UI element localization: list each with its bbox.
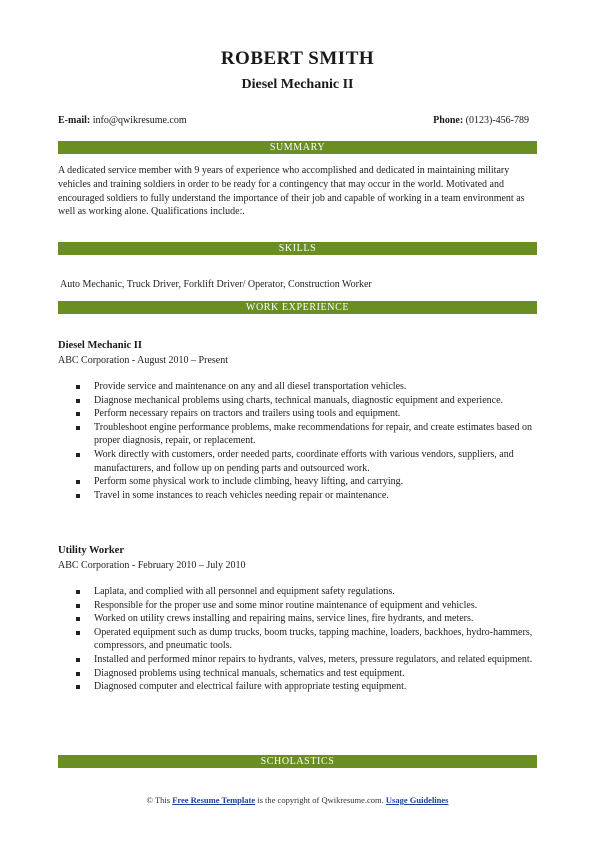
skills-text: Auto Mechanic, Truck Driver, Forklift Driver/ Operator, Construction Worker xyxy=(60,279,372,290)
bullet-icon xyxy=(76,658,80,662)
list-item: Responsible for the proper use and some minor routine maintenance of equipment and vehicles. xyxy=(58,599,538,613)
email-value[interactable]: info@qwikresume.com xyxy=(92,115,187,126)
free-resume-template-link[interactable]: Free Resume Template xyxy=(172,795,256,805)
footer-middle: is the copyright of Qwikresume.com. xyxy=(257,795,384,805)
job-meta: ABC Corporation - February 2010 – July 2010 xyxy=(58,560,246,571)
list-item: Travel in some instances to reach vehicles needing repair or maintenance. xyxy=(58,489,538,503)
email-line xyxy=(58,115,187,126)
summary-text: A dedicated service member with 9 years of experience who accomplished and dedicated in maintaining military vehicles and training soldiers in order to be ready for a contingency that may occur in the world. Motivated and encouraged soldiers to fully understand the importance of their job and capable of working in a team environment as well as working alone. Qualifications include:. xyxy=(58,165,525,218)
bullet-icon xyxy=(76,385,80,389)
bullet-icon xyxy=(76,412,80,416)
list-item: Laplata, and complied with all personnel and equipment safety regulations. xyxy=(58,585,538,599)
job-title: Diesel Mechanic II xyxy=(58,340,142,351)
section-header-summary: SUMMARY xyxy=(58,141,537,154)
section-header-skills: SKILLS xyxy=(58,242,537,255)
section-header-work-experience: WORK EXPERIENCE xyxy=(58,301,537,314)
bullet-icon xyxy=(76,672,80,676)
list-item: Operated equipment such as dump trucks, boom trucks, tapping machine, loaders, backhoes, hydro-hammers, compressors, and pneumatic tools. xyxy=(58,626,538,653)
bullet-icon xyxy=(76,685,80,689)
usage-guidelines-link[interactable]: Usage Guidelines xyxy=(385,795,449,805)
list-item: Installed and performed minor repairs to hydrants, valves, meters, pressure regulators, and related equipment. xyxy=(58,653,538,667)
bullet-icon xyxy=(76,604,80,608)
list-item: Diagnosed problems using technical manuals, schematics and test equipment. xyxy=(58,667,538,681)
bullet-icon xyxy=(76,617,80,621)
list-item: Work directly with customers, order needed parts, coordinate efforts with various vendors, suppliers, and manufacturers, and follow up on pending parts and outsourced work. xyxy=(58,448,538,475)
bullet-icon xyxy=(76,480,80,484)
bullet-icon xyxy=(76,631,80,635)
list-item: Troubleshoot engine performance problems, make recommendations for repair, and create estimates based on proper diagnosis, repair, or replacement. xyxy=(58,421,538,448)
bullet-icon xyxy=(76,590,80,594)
job-bullet-list xyxy=(58,380,538,502)
bullet-icon xyxy=(76,494,80,498)
candidate-title: Diesel Mechanic II xyxy=(241,77,354,92)
phone-value: (0123)-456-789 xyxy=(465,115,529,126)
job-bullet-list xyxy=(58,585,538,694)
phone-label: Phone: xyxy=(433,115,464,126)
job-meta: ABC Corporation - August 2010 – Present xyxy=(58,355,228,366)
phone-line xyxy=(433,115,529,126)
list-item: Diagnose mechanical problems using charts, technical manuals, diagnostic equipment and experience. xyxy=(58,394,538,408)
bullet-icon xyxy=(76,399,80,403)
list-item: Worked on utility crews installing and repairing mains, service lines, fire hydrants, and meters. xyxy=(58,612,538,626)
list-item: Provide service and maintenance on any and all diesel transportation vehicles. xyxy=(58,380,538,394)
footer-prefix: © This xyxy=(146,795,171,805)
list-item: Perform some physical work to include climbing, heavy lifting, and carrying. xyxy=(58,475,538,489)
candidate-name: ROBERT SMITH xyxy=(220,48,375,69)
list-item: Diagnosed computer and electrical failure with appropriate testing equipment. xyxy=(58,680,538,694)
email-label: E-mail: xyxy=(58,115,91,126)
footer-copyright xyxy=(0,795,595,805)
section-header-scholastics: SCHOLASTICS xyxy=(58,755,537,768)
job-title: Utility Worker xyxy=(58,545,125,556)
bullet-icon xyxy=(76,453,80,457)
list-item: Perform necessary repairs on tractors and trailers using tools and equipment. xyxy=(58,407,538,421)
bullet-icon xyxy=(76,426,80,430)
